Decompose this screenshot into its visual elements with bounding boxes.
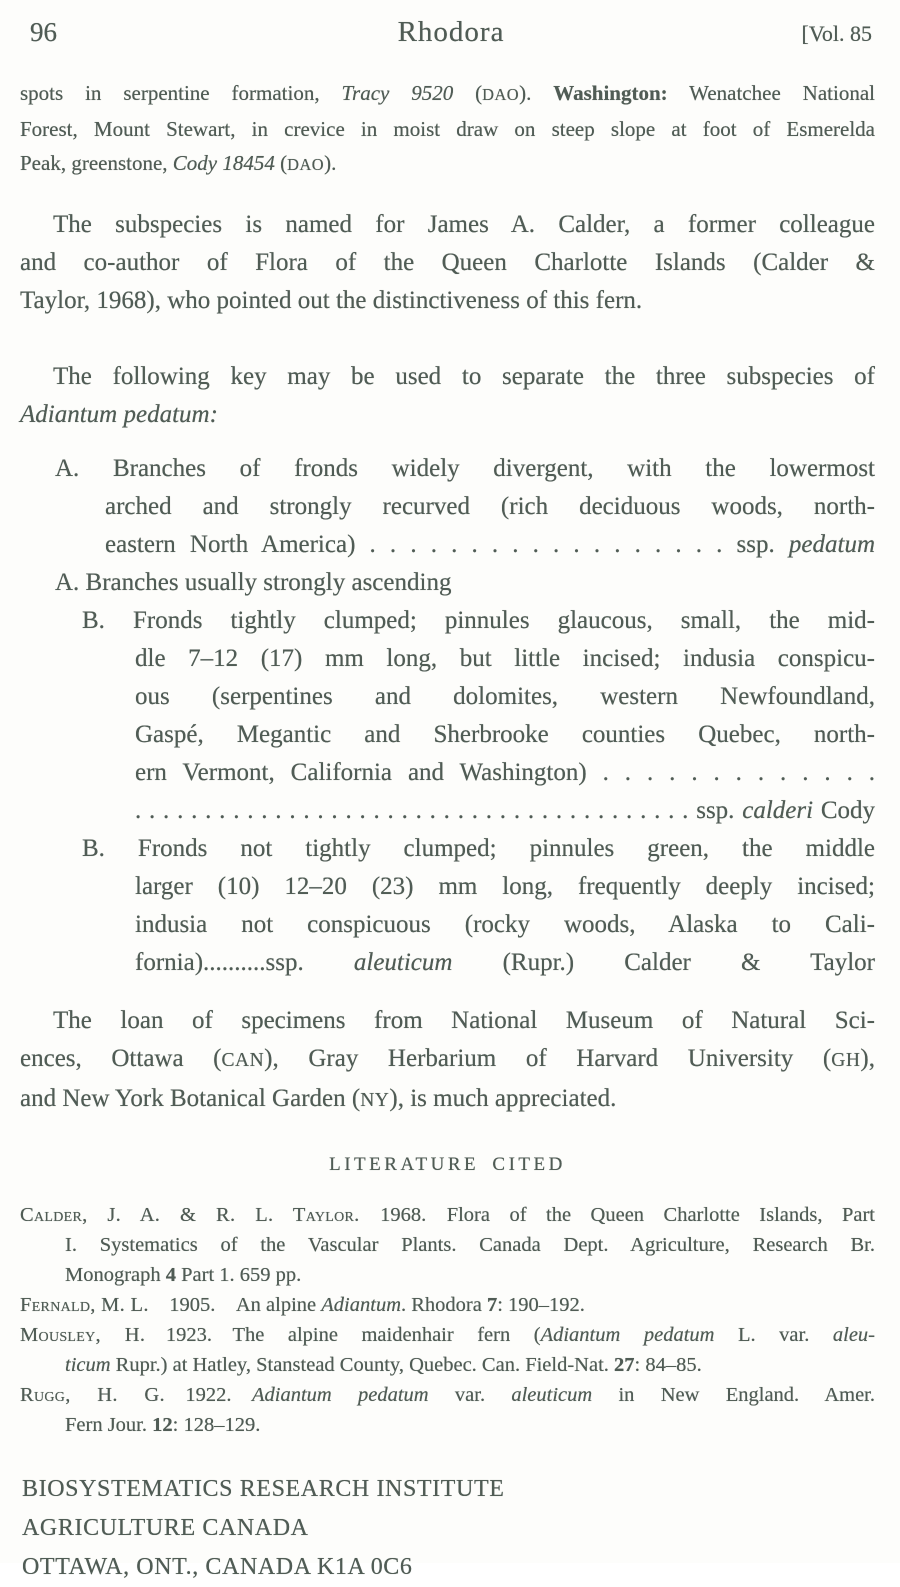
reference-fernald — [20, 1290, 875, 1320]
author-address — [22, 1470, 875, 1587]
text-line: Fernald, M. L. 1905. An alpine Adiantum. Rhodora 7: 190–192. — [20, 1294, 585, 1316]
text-line: Fern Jour. 12: 128–129. — [65, 1414, 261, 1436]
text-line: arched and strongly recurved (rich deciduous woods, north- — [105, 493, 875, 520]
address-line-city: OTTAWA, ONT., CANADA K1A 0C6 — [22, 1554, 413, 1580]
text-line: Peak, greenstone, Cody 18454 (DAO). — [20, 151, 337, 175]
text-line: Rugg, H. G. 1922. Adiantum pedatum var. aleuticum in New England. Amer. — [20, 1384, 875, 1406]
key-item-a2 — [20, 564, 875, 602]
page-header — [0, 0, 900, 52]
text-line: B. Fronds not tightly clumped; pinnules green, the middle — [82, 835, 875, 862]
text-line: . . . . . . . . . . . . . . . . . . . . . . . . . . . . . . . . . . . . . . . . ssp. calderi Cody — [135, 797, 876, 824]
text-line: ticum Rupr.) at Hatley, Stanstead County, Quebec. Can. Field-Nat. 27: 84–85. — [65, 1354, 702, 1376]
text-line: Forest, Mount Stewart, in crevice in moist draw on steep slope at foot of Esmerelda — [20, 117, 875, 141]
text-line: and New York Botanical Garden (NY), is much appreciated. — [20, 1085, 617, 1112]
text-line: A. Branches usually strongly ascending — [55, 569, 452, 596]
text-line: indusia not conspicuous (rocky woods, Alaska to Cali- — [135, 911, 875, 938]
text-line: Taylor, 1968), who pointed out the distinctiveness of this fern. — [20, 287, 643, 314]
text-line: Calder, J. A. & R. L. Taylor. 1968. Flora of the Queen Charlotte Islands, Part — [20, 1204, 876, 1226]
text-line: Adiantum pedatum: — [20, 401, 218, 428]
key-item-a1 — [20, 450, 875, 564]
text-line: spots in serpentine formation, Tracy 9520 (DAO). Washington: Wenatchee National — [20, 81, 875, 105]
text-line: and co-author of Flora of the Queen Charlotte Islands (Calder & — [20, 249, 875, 276]
text-line: dle 7–12 (17) mm long, but little incised; indusia conspicu- — [135, 645, 875, 672]
text-line: A. Branches of fronds widely divergent, with the lowermost — [55, 455, 875, 482]
journal-title: Rhodora — [397, 16, 505, 48]
key-item-b1 — [20, 602, 875, 830]
text-line: LITERATURE CITED — [329, 1154, 566, 1175]
volume-label: [Vol. 85 — [801, 21, 872, 46]
text-line: ences, Ottawa (CAN), Gray Herbarium of Harvard University (GH), — [20, 1045, 875, 1072]
intro-paragraph — [20, 206, 875, 320]
key-item-b2 — [20, 830, 875, 982]
reference-rugg — [20, 1380, 875, 1440]
address-line-institute: BIOSYSTEMATICS RESEARCH INSTITUTE — [22, 1476, 505, 1502]
text-line: Mousley, H. 1923. The alpine maidenhair fern (Adiantum pedatum L. var. aleu- — [20, 1324, 875, 1346]
text-line: Monograph 4 Part 1. 659 pp. — [65, 1264, 302, 1286]
address-line-department: AGRICULTURE CANADA — [22, 1515, 309, 1541]
acknowledgment-paragraph — [20, 1002, 875, 1120]
text-line: B. Fronds tightly clumped; pinnules glaucous, small, the mid- — [82, 607, 875, 634]
specimen-note — [20, 76, 875, 182]
text-line: ous (serpentines and dolomites, western Newfoundland, — [135, 683, 875, 710]
key-intro-paragraph — [20, 358, 875, 434]
reference-mousley — [20, 1320, 875, 1380]
page-content — [0, 76, 900, 1440]
reference-calder — [20, 1200, 875, 1290]
text-line: Gaspé, Megantic and Sherbrooke counties Quebec, north- — [135, 721, 875, 748]
text-line: I. Systematics of the Vascular Plants. Canada Dept. Agriculture, Research Br. — [65, 1234, 875, 1256]
page-number: 96 — [30, 17, 57, 47]
text-line: The loan of specimens from National Museum of Natural Sci- — [53, 1007, 875, 1034]
literature-cited-heading — [20, 1152, 875, 1178]
text-line: ern Vermont, California and Washington) . . . . . . . . . . . . . — [135, 759, 876, 786]
text-line: The following key may be used to separate the three subspecies of — [53, 363, 875, 390]
text-line: larger (10) 12–20 (23) mm long, frequently deeply incised; — [135, 873, 875, 900]
text-line: eastern North America) . . . . . . . . . . . . . . . . . . ssp. pedatum — [105, 531, 876, 558]
text-line: The subspecies is named for James A. Calder, a former colleague — [53, 211, 875, 238]
text-line: fornia)..........ssp. aleuticum (Rupr.) Calder & Taylor — [135, 949, 876, 976]
